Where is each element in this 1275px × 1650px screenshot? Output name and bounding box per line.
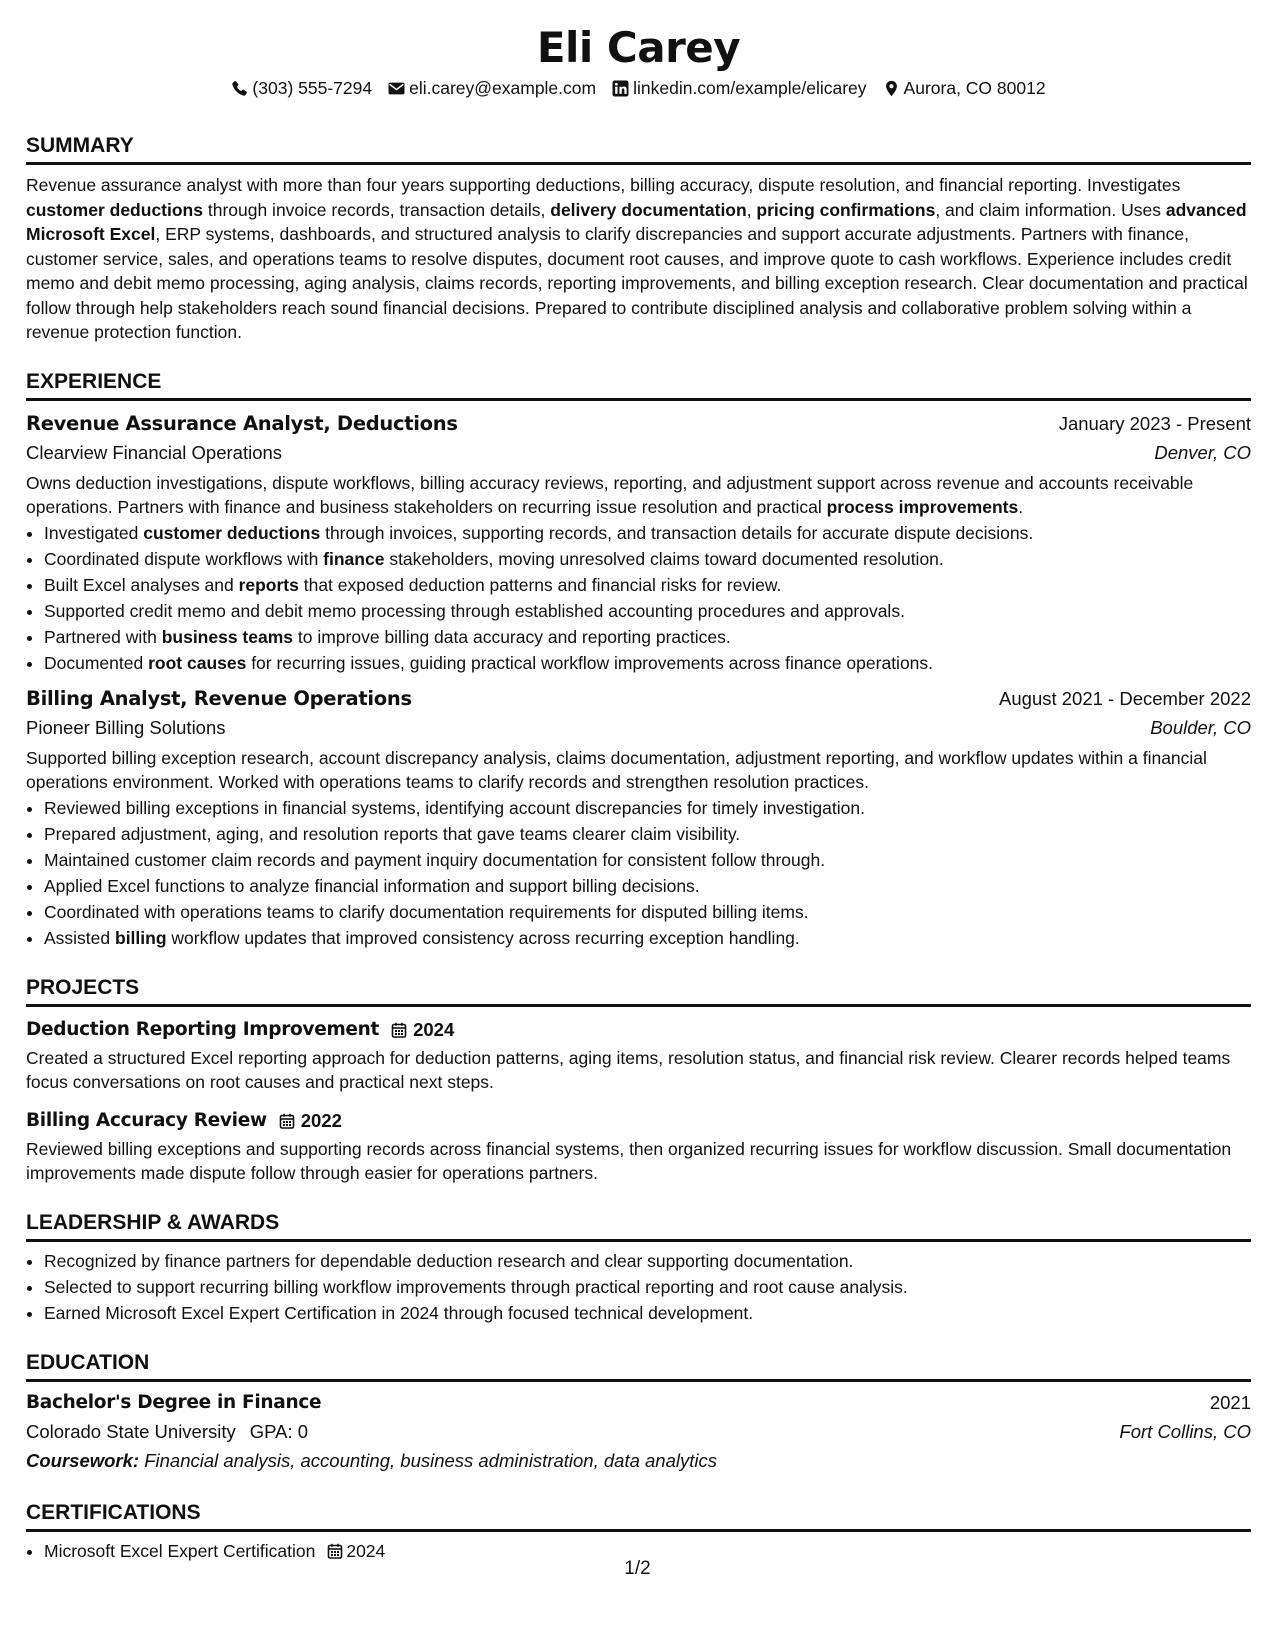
degree: Bachelor's Degree in Finance bbox=[26, 1391, 322, 1413]
bullet-item bbox=[44, 624, 1251, 650]
resume-page bbox=[26, 0, 1251, 1564]
leadership-item: • Recognized by finance partners for dependable deduction research and clear supporting documentation. bbox=[44, 1248, 1251, 1274]
job-dates: August 2021 - December 2022 bbox=[999, 687, 1251, 709]
bold-phrase: customer deductions bbox=[26, 199, 203, 220]
bullet-item bbox=[44, 925, 1251, 951]
location-text: Aurora, CO 80012 bbox=[903, 78, 1046, 98]
text-run: through invoices, supporting records, and transaction details for accurate dispute decisions. bbox=[320, 522, 1034, 543]
linkedin-icon bbox=[612, 80, 629, 97]
text-run: to improve billing data accuracy and reporting practices. bbox=[293, 626, 731, 647]
text-run: , and claim information. Uses bbox=[935, 199, 1166, 220]
text-run: Maintained customer claim records and payment inquiry documentation for consistent follow through. bbox=[44, 849, 826, 870]
bullet-item bbox=[44, 795, 1251, 821]
envelope-icon bbox=[388, 80, 405, 97]
job-location: Boulder, CO bbox=[1150, 716, 1251, 738]
bold-phrase: business teams bbox=[161, 626, 294, 647]
project-year: 2024 bbox=[413, 1018, 455, 1040]
job-entry bbox=[26, 410, 1251, 676]
job-intro bbox=[26, 746, 1251, 795]
job-dates: January 2023 - Present bbox=[1058, 412, 1251, 434]
text-run: Built Excel analyses and bbox=[44, 574, 239, 595]
certification-name: • Microsoft Excel Expert Certification bbox=[44, 1540, 316, 1561]
text-run: Documented bbox=[44, 652, 149, 673]
certification-year: 2024 bbox=[346, 1540, 386, 1561]
job-title: Billing Analyst, Revenue Operations bbox=[26, 686, 412, 710]
bullet-item bbox=[44, 873, 1251, 899]
bold-phrase: advanced Microsoft Excel bbox=[26, 199, 1247, 244]
text-run: , bbox=[746, 199, 757, 220]
text-run: Partnered with bbox=[44, 626, 162, 647]
bold-phrase: billing bbox=[115, 927, 167, 948]
school-location: Fort Collins, CO bbox=[1119, 1420, 1251, 1442]
job-bullets bbox=[26, 520, 1251, 676]
job-location: Denver, CO bbox=[1154, 441, 1251, 463]
coursework-text: Financial analysis, accounting, business administration, data analytics bbox=[144, 1449, 717, 1471]
text-run: Revenue assurance analyst with more than four years supporting deductions, billing accuracy, dispute resolution, and financial reporting. Investigates bbox=[26, 175, 1181, 195]
text-run: for recurring issues, guiding practical workflow improvements across finance operations. bbox=[246, 652, 934, 673]
job-company: Pioneer Billing Solutions bbox=[26, 716, 226, 738]
email-text: eli.carey@example.com bbox=[409, 78, 597, 98]
project-title: Billing Accuracy Review bbox=[26, 1109, 267, 1131]
text-run: . bbox=[1018, 497, 1024, 517]
bold-phrase: customer deductions bbox=[143, 522, 321, 543]
bold-phrase: delivery documentation bbox=[550, 199, 747, 220]
map-marker-icon bbox=[883, 80, 900, 97]
school-name: Colorado State University bbox=[26, 1420, 236, 1442]
page-number: 1/2 bbox=[624, 1558, 651, 1579]
bullet-item bbox=[44, 847, 1251, 873]
experience-heading: EXPERIENCE bbox=[26, 369, 1251, 401]
phone-text: (303) 555-7294 bbox=[252, 78, 373, 98]
linkedin-text: linkedin.com/example/elicarey bbox=[633, 78, 867, 98]
job-intro bbox=[26, 471, 1251, 520]
text-run: Supported credit memo and debit memo processing through established accounting procedures and approvals. bbox=[44, 600, 905, 621]
bullet-item bbox=[44, 520, 1251, 546]
certifications-heading: CERTIFICATIONS bbox=[26, 1500, 1251, 1532]
coursework bbox=[26, 1446, 1251, 1476]
calendar-icon bbox=[391, 1022, 407, 1038]
text-run: Coordinated with operations teams to clarify documentation requirements for disputed billing items. bbox=[44, 901, 809, 922]
bold-phrase: reports bbox=[238, 574, 299, 595]
leadership-item: • Earned Microsoft Excel Expert Certification in 2024 through focused technical development. bbox=[44, 1300, 1251, 1326]
job-entry bbox=[26, 685, 1251, 951]
calendar-icon bbox=[279, 1113, 295, 1129]
job-bullets bbox=[26, 795, 1251, 951]
gpa: GPA: 0 bbox=[249, 1420, 309, 1442]
text-run: through invoice records, transaction details, bbox=[202, 199, 551, 220]
phone-icon bbox=[231, 80, 248, 97]
contact-location bbox=[883, 78, 1046, 99]
project-description: Created a structured Excel reporting approach for deduction patterns, aging items, resolution status, and financial risk review. Clearer records helped teams focus conversations on root causes and practical next steps. bbox=[26, 1047, 1231, 1092]
contact-bar bbox=[26, 78, 1251, 99]
calendar-icon bbox=[327, 1543, 343, 1559]
coursework-label: Coursework: bbox=[26, 1449, 140, 1471]
project-entry bbox=[26, 1107, 1251, 1186]
graduation-year: 2021 bbox=[1209, 1391, 1251, 1413]
bold-phrase: finance bbox=[323, 548, 385, 569]
project-year: 2022 bbox=[300, 1109, 342, 1131]
text-run: Supported billing exception research, account discrepancy analysis, claims documentation, adjustment reporting, and workflow updates within a financial operations environment. Worked with operations teams to clarify records and strengthen resolution practices. bbox=[26, 747, 1207, 792]
projects-heading: PROJECTS bbox=[26, 975, 1251, 1007]
contact-linkedin[interactable] bbox=[612, 78, 866, 99]
project-description: Reviewed billing exceptions and supporting records across financial systems, then organized recurring issues for workflow discussion. Small documentation improvements made dispute follow through easier for operations partners. bbox=[26, 1138, 1232, 1183]
bullet-item bbox=[44, 650, 1251, 676]
education-heading: EDUCATION bbox=[26, 1350, 1251, 1382]
text-run: Coordinated dispute workflows with bbox=[44, 548, 324, 569]
text-run: that exposed deduction patterns and financial risks for review. bbox=[298, 574, 782, 595]
contact-phone[interactable] bbox=[231, 78, 372, 99]
text-run: , ERP systems, dashboards, and structured analysis to clarify discrepancies and support accurate adjustments. Partners with finance, customer service, sales, and operations teams to resolve disputes, document root causes, and improve quote to cash workflows. Experience includes credit memo and debit memo processing, aging analysis, claims records, reporting improvements, and billing exception research. Clear documentation and practical follow through help stakeholders reach sound financial decisions. Prepared to contribute disciplined analysis and collaborative problem solving within a revenue protection function. bbox=[26, 224, 1248, 342]
text-run: Assisted bbox=[44, 927, 115, 948]
bullet-item bbox=[44, 572, 1251, 598]
job-company: Clearview Financial Operations bbox=[26, 441, 283, 463]
text-run: Reviewed billing exceptions in financial systems, identifying account discrepancies for timely investigation. bbox=[44, 797, 865, 818]
bullet-item bbox=[44, 598, 1251, 624]
summary-text bbox=[26, 173, 1251, 345]
text-run: stakeholders, moving unresolved claims toward documented resolution. bbox=[384, 548, 944, 569]
contact-email[interactable] bbox=[388, 78, 596, 99]
project-title: Deduction Reporting Improvement bbox=[26, 1018, 380, 1040]
bullet-item bbox=[44, 899, 1251, 925]
job-title: Revenue Assurance Analyst, Deductions bbox=[26, 411, 458, 435]
summary-heading: SUMMARY bbox=[26, 133, 1251, 165]
text-run: workflow updates that improved consistency across recurring exception handling. bbox=[166, 927, 800, 948]
text-run: Applied Excel functions to analyze financial information and support billing decisions. bbox=[44, 875, 700, 896]
leadership-item: • Selected to support recurring billing workflow improvements through practical reporting and root cause analysis. bbox=[44, 1274, 1251, 1300]
leadership-list bbox=[26, 1248, 1251, 1326]
bold-phrase: process improvements bbox=[826, 497, 1019, 517]
text-run: Owns deduction investigations, dispute workflows, billing accuracy reviews, reporting, and adjustment support across revenue and accounts receivable operations. Partners with finance and business stakeholders on recurring issue resolution and practical bbox=[26, 472, 1194, 517]
text-run: Prepared adjustment, aging, and resolution reports that gave teams clearer claim visibility. bbox=[44, 823, 741, 844]
bullet-item bbox=[44, 546, 1251, 572]
bold-phrase: pricing confirmations bbox=[756, 199, 936, 220]
bullet-item bbox=[44, 821, 1251, 847]
project-entry bbox=[26, 1016, 1251, 1095]
candidate-name: Eli Carey bbox=[536, 23, 741, 72]
text-run: Investigated bbox=[44, 522, 144, 543]
bold-phrase: root causes bbox=[148, 652, 247, 673]
leadership-heading: LEADERSHIP & AWARDS bbox=[26, 1210, 1251, 1242]
